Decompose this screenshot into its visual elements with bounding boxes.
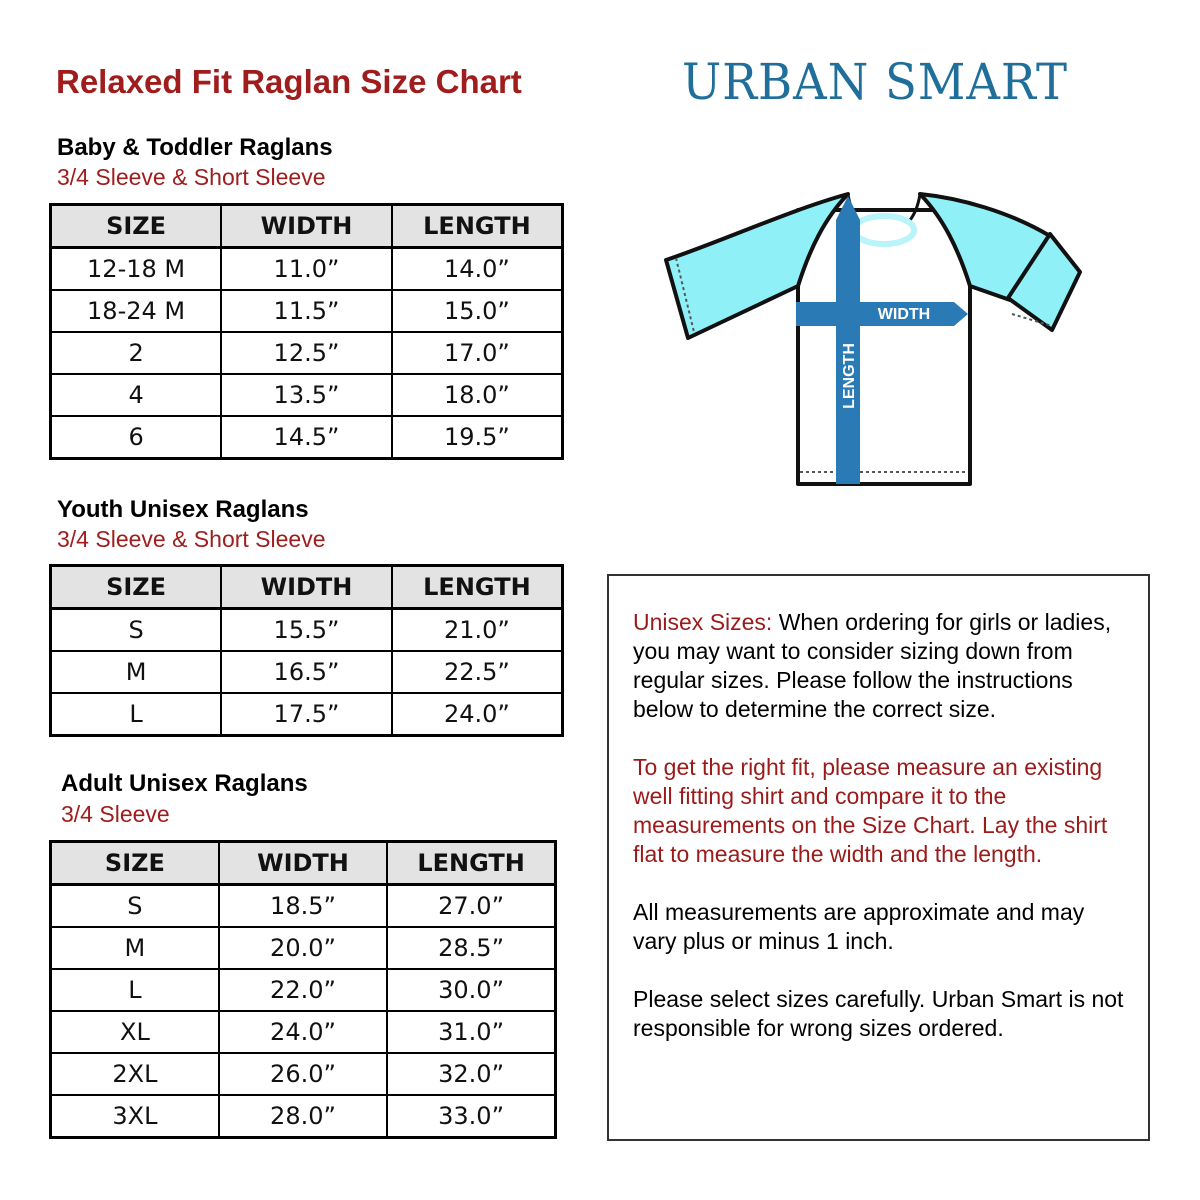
table-row	[51, 609, 563, 652]
unisex-note	[633, 608, 1126, 724]
baby-subtitle: 3/4 Sleeve & Short Sleeve	[57, 164, 326, 190]
table-header-row	[51, 205, 563, 248]
table-cell: 24.0”	[392, 693, 563, 736]
table-row	[51, 1053, 556, 1095]
shirt-measurement-diagram	[660, 188, 1084, 492]
table-row	[51, 416, 563, 459]
column-header: LENGTH	[392, 566, 563, 609]
column-header: WIDTH	[219, 842, 387, 885]
brand-logo: URBAN SMART	[682, 53, 1068, 111]
column-header: SIZE	[51, 842, 219, 885]
table-cell: 31.0”	[387, 1011, 555, 1053]
table-row	[51, 693, 563, 736]
table-row	[51, 927, 556, 969]
table-cell: 18.5”	[219, 885, 387, 928]
adult-subtitle: 3/4 Sleeve	[61, 801, 170, 827]
youth-subtitle: 3/4 Sleeve & Short Sleeve	[57, 526, 326, 552]
collar	[854, 216, 914, 244]
table-header-row	[51, 566, 563, 609]
youth-heading: Youth Unisex Raglans	[57, 496, 309, 523]
table-row	[51, 290, 563, 332]
table-cell: 22.0”	[219, 969, 387, 1011]
table-cell: 13.5”	[221, 374, 392, 416]
unisex-label: Unisex Sizes:	[633, 609, 773, 635]
table-cell: L	[51, 693, 222, 736]
table-cell: 17.5”	[221, 693, 392, 736]
table-cell: 11.5”	[221, 290, 392, 332]
table-cell: 18-24 M	[51, 290, 222, 332]
table-cell: S	[51, 609, 222, 652]
table-cell: 14.5”	[221, 416, 392, 459]
table-row	[51, 374, 563, 416]
table-row	[51, 1011, 556, 1053]
table-row	[51, 651, 563, 693]
table-cell: 20.0”	[219, 927, 387, 969]
width-label: WIDTH	[877, 306, 931, 323]
table-cell: 11.0”	[221, 248, 392, 291]
table-header-row	[51, 842, 556, 885]
table-row	[51, 1095, 556, 1138]
chart-title: Relaxed Fit Raglan Size Chart	[56, 63, 522, 100]
table-cell: 32.0”	[387, 1053, 555, 1095]
table-cell: 28.5”	[387, 927, 555, 969]
table-cell: 21.0”	[392, 609, 563, 652]
unisex-text: When ordering for girls or ladies, you may want to consider sizing down from regular sizes. Please follow the instructions below to determine the correct size.	[633, 609, 1112, 722]
table-cell: 19.5”	[392, 416, 563, 459]
table-cell: 2XL	[51, 1053, 219, 1095]
sizing-notes	[607, 574, 1150, 1141]
length-label: LENGTH	[841, 343, 858, 409]
table-cell: 15.5”	[221, 609, 392, 652]
table-cell: 14.0”	[392, 248, 563, 291]
table-cell: 30.0”	[387, 969, 555, 1011]
baby-size-table	[49, 203, 564, 460]
table-cell: 33.0”	[387, 1095, 555, 1138]
table-cell: M	[51, 651, 222, 693]
careful-note: Please select sizes carefully. Urban Smart is not responsible for wrong sizes ordered.	[633, 986, 1124, 1041]
table-row	[51, 969, 556, 1011]
fit-note: To get the right fit, please measure an existing well fitting shirt and compare it to the measurements on the Size Chart. Lay the shirt flat to measure the width and the length.	[633, 754, 1108, 867]
table-cell: 6	[51, 416, 222, 459]
adult-heading: Adult Unisex Raglans	[61, 770, 308, 797]
table-row	[51, 248, 563, 291]
column-header: WIDTH	[221, 205, 392, 248]
table-row	[51, 332, 563, 374]
baby-heading: Baby & Toddler Raglans	[57, 134, 333, 161]
table-cell: S	[51, 885, 219, 928]
youth-size-table	[49, 564, 564, 737]
table-row	[51, 885, 556, 928]
table-cell: 17.0”	[392, 332, 563, 374]
approx-note: All measurements are approximate and may vary plus or minus 1 inch.	[633, 899, 1085, 954]
table-cell: 12-18 M	[51, 248, 222, 291]
table-cell: 12.5”	[221, 332, 392, 374]
table-cell: 16.5”	[221, 651, 392, 693]
table-cell: 26.0”	[219, 1053, 387, 1095]
table-cell: 4	[51, 374, 222, 416]
table-cell: M	[51, 927, 219, 969]
table-cell: 28.0”	[219, 1095, 387, 1138]
table-cell: 27.0”	[387, 885, 555, 928]
table-cell: 22.5”	[392, 651, 563, 693]
adult-size-table	[49, 840, 557, 1139]
column-header: LENGTH	[387, 842, 555, 885]
column-header: SIZE	[51, 566, 222, 609]
table-cell: 18.0”	[392, 374, 563, 416]
table-cell: 2	[51, 332, 222, 374]
table-cell: 3XL	[51, 1095, 219, 1138]
table-cell: L	[51, 969, 219, 1011]
column-header: WIDTH	[221, 566, 392, 609]
table-cell: 15.0”	[392, 290, 563, 332]
shirt-body	[798, 210, 970, 484]
table-cell: 24.0”	[219, 1011, 387, 1053]
column-header: LENGTH	[392, 205, 563, 248]
table-cell: XL	[51, 1011, 219, 1053]
column-header: SIZE	[51, 205, 222, 248]
length-arrow	[836, 196, 860, 484]
